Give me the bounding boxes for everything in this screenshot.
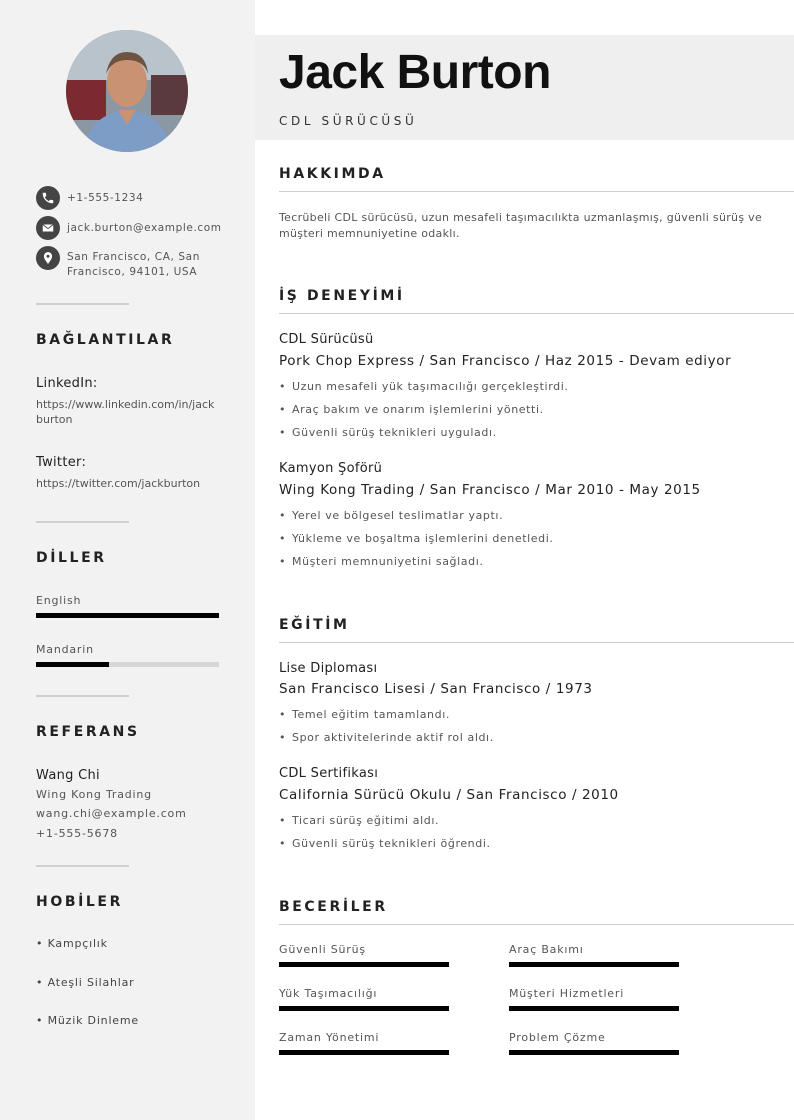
- job-bullets: [279, 509, 554, 578]
- skill-level-bar: [509, 1050, 679, 1055]
- skill-name: Problem Çözme: [509, 1031, 606, 1044]
- skill-level-fill: [279, 1006, 449, 1011]
- linkedin-link[interactable]: https://www.linkedin.com/in/jackburton: [36, 398, 215, 426]
- list-item: • Uzun mesafeli yük taşımacılığı gerçekleştirdi.: [279, 380, 568, 403]
- job-position: Kamyon Şoförü: [279, 461, 383, 476]
- languages-heading: DİLLER: [36, 550, 107, 566]
- sidebar-divider: [36, 521, 129, 523]
- contact-address: [36, 246, 217, 280]
- language-level-fill: [36, 662, 109, 667]
- contact-email[interactable]: [36, 216, 222, 240]
- skill-name: Araç Bakımı: [509, 943, 584, 956]
- address-text: San Francisco, CA, San Francisco, 94101, USA: [67, 251, 200, 278]
- phone-icon: [36, 186, 60, 210]
- about-heading: HAKKIMDA: [279, 166, 386, 182]
- skill-level-bar: [279, 1006, 449, 1011]
- language-level-bar: [36, 662, 219, 667]
- job-position: CDL Sürücüsü: [279, 332, 374, 347]
- skills-heading: BECERİLER: [279, 899, 388, 915]
- list-item: • Temel eğitim tamamlandı.: [279, 708, 494, 731]
- list-item: • Yükleme ve boşaltma işlemlerini denetledi.: [279, 532, 554, 555]
- contact-phone[interactable]: [36, 186, 217, 210]
- section-rule: [279, 924, 794, 925]
- hobby-item: • Ateşli Silahlar: [36, 976, 135, 989]
- sidebar: [0, 0, 255, 1120]
- language-level-bar: [36, 613, 219, 618]
- education-school-dates: San Francisco Lisesi / San Francisco / 1973: [279, 681, 593, 697]
- education-bullets: [279, 708, 494, 754]
- language-name: English: [36, 594, 82, 607]
- job-company-dates: Wing Kong Trading / San Francisco / Mar 2010 - May 2015: [279, 482, 701, 498]
- profile-photo: [66, 30, 188, 152]
- skill-level-fill: [279, 1050, 449, 1055]
- reference-company: Wing Kong Trading: [36, 788, 152, 801]
- education-school-dates: California Sürücü Okulu / San Francisco / 2010: [279, 787, 619, 803]
- hobbies-heading: HOBİLER: [36, 894, 123, 910]
- education-heading: EĞİTİM: [279, 617, 350, 633]
- linkedin-label: LinkedIn:: [36, 376, 98, 391]
- location-pin-icon: [36, 246, 60, 270]
- experience-heading: İŞ DENEYİMİ: [279, 288, 405, 304]
- email-text: jack.burton@example.com: [67, 222, 222, 234]
- list-item: • Güvenli sürüş teknikleri uyguladı.: [279, 426, 568, 449]
- twitter-label: Twitter:: [36, 455, 87, 470]
- language-name: Mandarin: [36, 643, 94, 656]
- sidebar-divider: [36, 695, 129, 697]
- section-rule: [279, 191, 794, 192]
- skill-level-fill: [509, 1050, 679, 1055]
- section-rule: [279, 642, 794, 643]
- envelope-icon: [36, 216, 60, 240]
- skill-level-bar: [279, 1050, 449, 1055]
- reference-heading: REFERANS: [36, 724, 140, 740]
- twitter-link[interactable]: https://twitter.com/jackburton: [36, 477, 201, 490]
- education-degree: CDL Sertifikası: [279, 766, 379, 781]
- reference-name: Wang Chi: [36, 768, 100, 783]
- list-item: • Güvenli sürüş teknikleri öğrendi.: [279, 837, 491, 860]
- hobby-item: • Kampçılık: [36, 937, 108, 950]
- skill-level-bar: [509, 1006, 679, 1011]
- skill-name: Zaman Yönetimi: [279, 1031, 380, 1044]
- list-item: • Yerel ve bölgesel teslimatlar yaptı.: [279, 509, 554, 532]
- skill-level-fill: [509, 1006, 679, 1011]
- language-level-fill: [36, 613, 219, 618]
- sidebar-divider: [36, 303, 129, 305]
- profile-photo-image: [66, 30, 188, 152]
- section-rule: [279, 313, 794, 314]
- education-bullets: [279, 814, 491, 860]
- job-company-dates: Pork Chop Express / San Francisco / Haz 2015 - Devam ediyor: [279, 353, 732, 369]
- skill-level-bar: [279, 962, 449, 967]
- sidebar-divider: [36, 865, 129, 867]
- about-text: Tecrübeli CDL sürücüsü, uzun mesafeli taşımacılıkta uzmanlaşmış, güvenli sürüş ve müşteri memnuniyetine odaklı.: [279, 211, 763, 240]
- links-heading: BAĞLANTILAR: [36, 332, 175, 348]
- skill-level-fill: [279, 962, 449, 967]
- full-name: Jack Burton: [279, 46, 551, 99]
- reference-phone: +1-555-5678: [36, 827, 118, 840]
- reference-email[interactable]: wang.chi@example.com: [36, 807, 187, 820]
- job-title-header: CDL SÜRÜCÜSÜ: [279, 114, 418, 128]
- list-item: • Müşteri memnuniyetini sağladı.: [279, 555, 554, 578]
- list-item: • Ticari sürüş eğitimi aldı.: [279, 814, 491, 837]
- main-content: [255, 0, 794, 1120]
- skill-level-fill: [509, 962, 679, 967]
- skill-name: Güvenli Sürüş: [279, 943, 366, 956]
- job-bullets: [279, 380, 568, 449]
- skill-level-bar: [509, 962, 679, 967]
- list-item: • Araç bakım ve onarım işlemlerini yönetti.: [279, 403, 568, 426]
- education-degree: Lise Diploması: [279, 661, 378, 676]
- list-item: • Spor aktivitelerinde aktif rol aldı.: [279, 731, 494, 754]
- phone-text: +1-555-1234: [67, 192, 144, 204]
- hobby-item: • Müzik Dinleme: [36, 1014, 139, 1027]
- skill-name: Müşteri Hizmetleri: [509, 987, 625, 1000]
- name-header: [255, 35, 794, 140]
- skill-name: Yük Taşımacılığı: [279, 987, 378, 1000]
